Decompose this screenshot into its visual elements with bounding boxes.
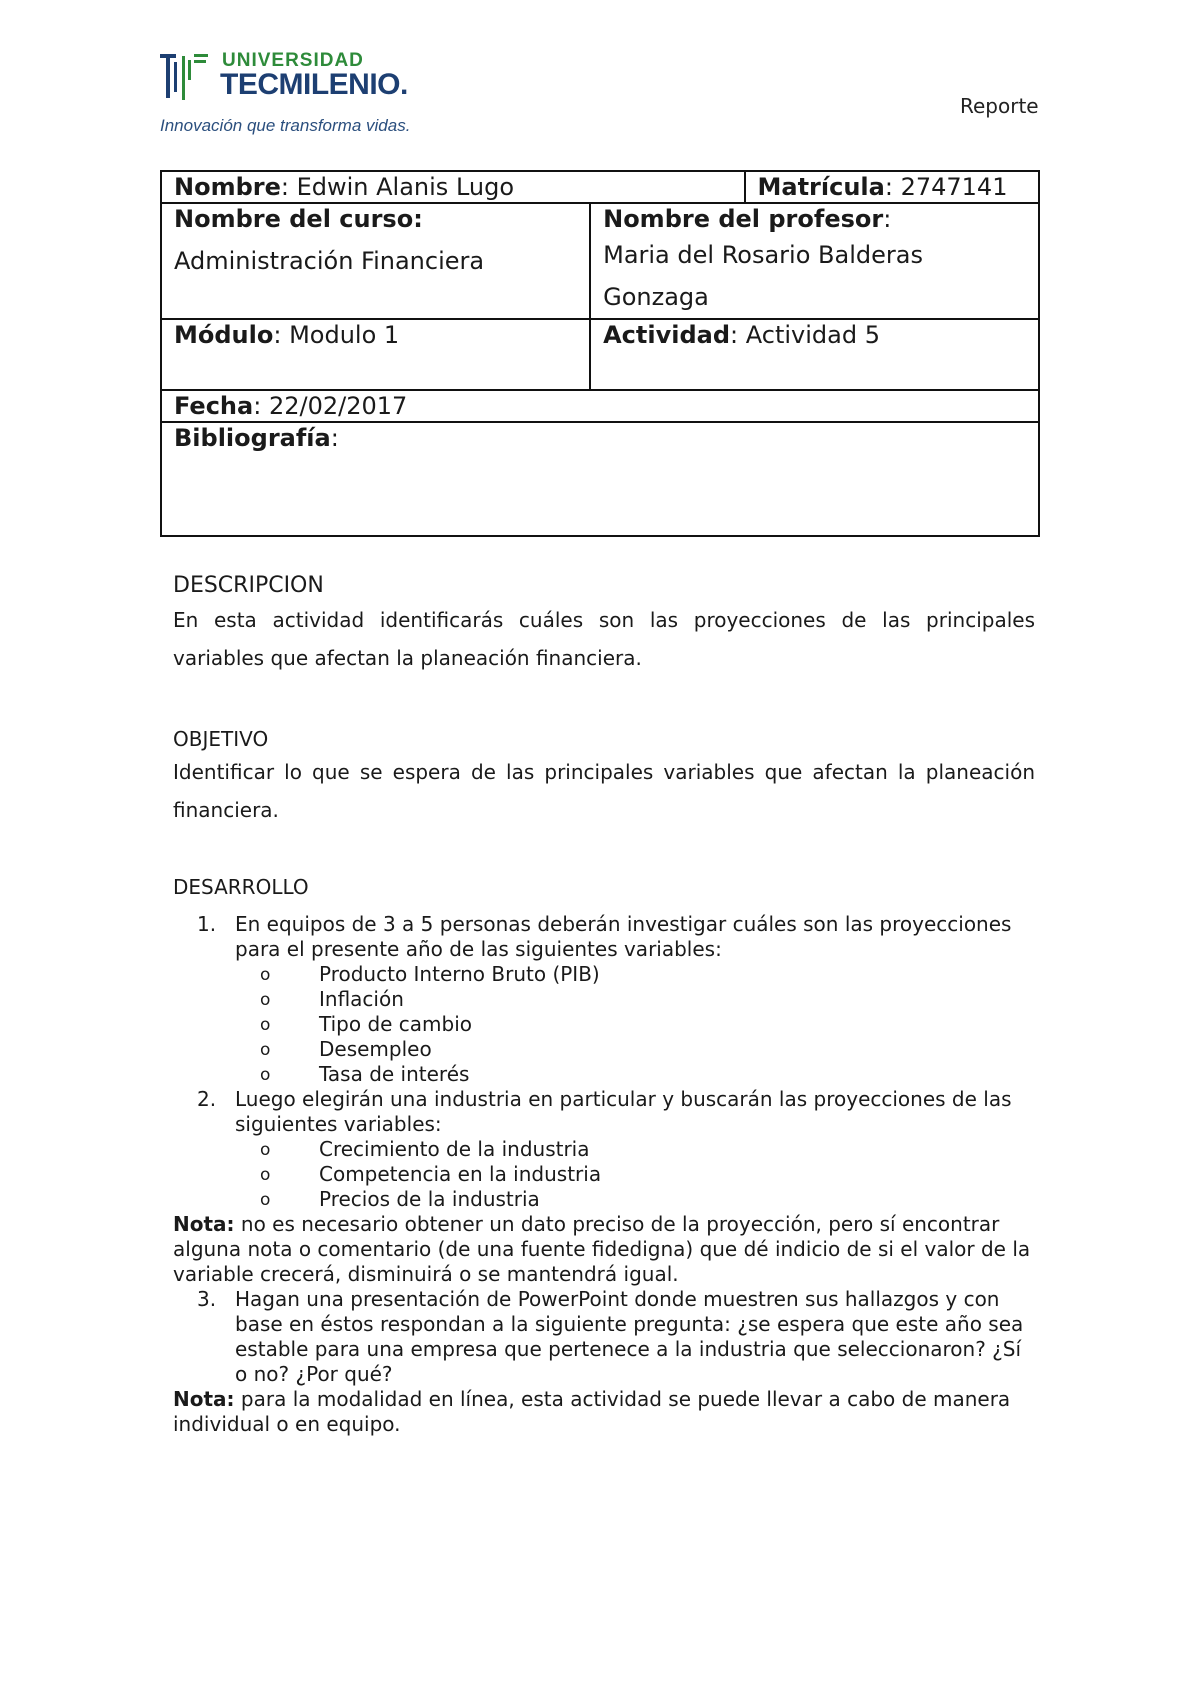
- desarrollo-section: [173, 875, 1035, 1437]
- circle-bullet-icon: o: [260, 990, 271, 1010]
- objetivo-heading: OBJETIVO: [173, 727, 269, 751]
- circle-bullet-icon: o: [260, 1040, 271, 1060]
- step-2: [173, 1087, 1035, 1137]
- desarrollo-heading: DESARROLLO: [173, 875, 309, 899]
- list-item: o Producto Interno Bruto (PIB): [260, 962, 600, 986]
- step-text: Luego elegirán una industria en particular y buscarán las proyecciones de las siguientes variables:: [235, 1087, 1012, 1136]
- tecmilenio-logo-icon: [158, 52, 214, 104]
- nombre-label: Nombre: [174, 173, 281, 201]
- profesor-label: Nombre del profesor: [603, 205, 884, 233]
- objetivo-section: [173, 727, 1035, 829]
- actividad-value: Actividad 5: [738, 321, 880, 349]
- step-text: Hagan una presentación de PowerPoint donde muestren sus hallazgos y con base en éstos respondan a la siguiente pregunta: ¿se espera que este año sea estable para una empresa que pertenece a la industria que seleccionaron? ¿Sí o no? ¿Por qué?: [235, 1287, 1024, 1386]
- nota-2: [173, 1387, 1035, 1437]
- info-row-course: [161, 203, 1039, 319]
- info-row-bibliography: [161, 422, 1039, 536]
- step-1-bullets: [173, 962, 1035, 1087]
- circle-bullet-icon: o: [260, 965, 271, 985]
- nota-label: Nota:: [173, 1212, 235, 1236]
- list-item: o Competencia en la industria: [260, 1162, 602, 1186]
- circle-bullet-icon: o: [260, 1190, 271, 1210]
- step-1: [173, 912, 1035, 962]
- matricula-label: Matrícula: [757, 173, 885, 201]
- university-logo: [158, 48, 438, 143]
- student-info-table: [160, 170, 1040, 537]
- circle-bullet-icon: o: [260, 1140, 271, 1160]
- list-item: o Tipo de cambio: [260, 1012, 473, 1036]
- list-item: o Inflación: [260, 987, 404, 1011]
- fecha-value: 22/02/2017: [261, 392, 408, 420]
- step-text: En equipos de 3 a 5 personas deberán investigar cuáles son las proyecciones para el presente año de las siguientes variables:: [235, 912, 1012, 961]
- nombre-cell: Nombre: Edwin Alanis Lugo: [161, 171, 745, 203]
- bibliografia-cell: Bibliografía:: [161, 422, 1039, 536]
- step-number: 2.: [197, 1087, 217, 1111]
- step-number: 1.: [197, 912, 217, 936]
- curso-value: Administración Financiera: [174, 247, 485, 275]
- circle-bullet-icon: o: [260, 1165, 271, 1185]
- info-row-name: [161, 171, 1039, 203]
- logo-university-text: UNIVERSIDAD: [222, 50, 364, 71]
- nota-label: Nota:: [173, 1387, 235, 1411]
- matricula-cell: Matrícula: 2747141: [745, 171, 1040, 203]
- curso-cell: [161, 203, 590, 319]
- report-label: Reporte: [960, 94, 1039, 118]
- actividad-label: Actividad: [603, 321, 731, 349]
- nota-1: [173, 1212, 1035, 1287]
- profesor-cell: Nombre del profesor: Maria del Rosario Balderas Gonzaga: [590, 203, 1039, 319]
- step-number: 3.: [197, 1287, 217, 1311]
- info-row-date: [161, 390, 1039, 422]
- fecha-cell: Fecha: 22/02/2017: [161, 390, 1039, 422]
- objetivo-text: Identificar lo que se espera de las principales variables que afectan la planeación financiera.: [173, 760, 1035, 822]
- descripcion-section: [173, 573, 1035, 677]
- list-item: o Precios de la industria: [260, 1187, 540, 1211]
- nota-text: para la modalidad en línea, esta actividad se puede llevar a cabo de manera individual o en equipo.: [173, 1387, 1011, 1436]
- list-item: o Crecimiento de la industria: [260, 1137, 590, 1161]
- logo-tagline: Innovación que transforma vidas.: [160, 116, 411, 135]
- info-row-module: [161, 319, 1039, 390]
- modulo-label: Módulo: [174, 321, 274, 349]
- curso-label: Nombre del curso:: [174, 205, 423, 233]
- matricula-value: 2747141: [892, 173, 1008, 201]
- logo-brand-text: TECMILENIO.: [220, 68, 408, 101]
- step-3: [173, 1287, 1035, 1387]
- circle-bullet-icon: o: [260, 1015, 271, 1035]
- bibliografia-label: Bibliografía: [174, 424, 331, 452]
- actividad-cell: Actividad: Actividad 5: [590, 319, 1039, 390]
- fecha-label: Fecha: [174, 392, 254, 420]
- circle-bullet-icon: o: [260, 1065, 271, 1085]
- nota-text: no es necesario obtener un dato preciso de la proyección, pero sí encontrar alguna nota o comentario (de una fuente fidedigna) que dé indicio de si el valor de la variable crecerá, disminuirá o se mantendrá igual.: [173, 1212, 1031, 1286]
- step-2-bullets: [173, 1137, 1035, 1212]
- modulo-cell: Módulo: Modulo 1: [161, 319, 590, 390]
- descripcion-heading: DESCRIPCION: [173, 573, 324, 598]
- descripcion-text: En esta actividad identificarás cuáles son las proyecciones de las principales variables que afectan la planeación financiera.: [173, 608, 1035, 670]
- modulo-value: Modulo 1: [281, 321, 400, 349]
- list-item: o Desempleo: [260, 1037, 432, 1061]
- profesor-value: Maria del Rosario Balderas Gonzaga: [603, 241, 923, 311]
- list-item: o Tasa de interés: [260, 1062, 470, 1086]
- nombre-value: Edwin Alanis Lugo: [288, 173, 515, 201]
